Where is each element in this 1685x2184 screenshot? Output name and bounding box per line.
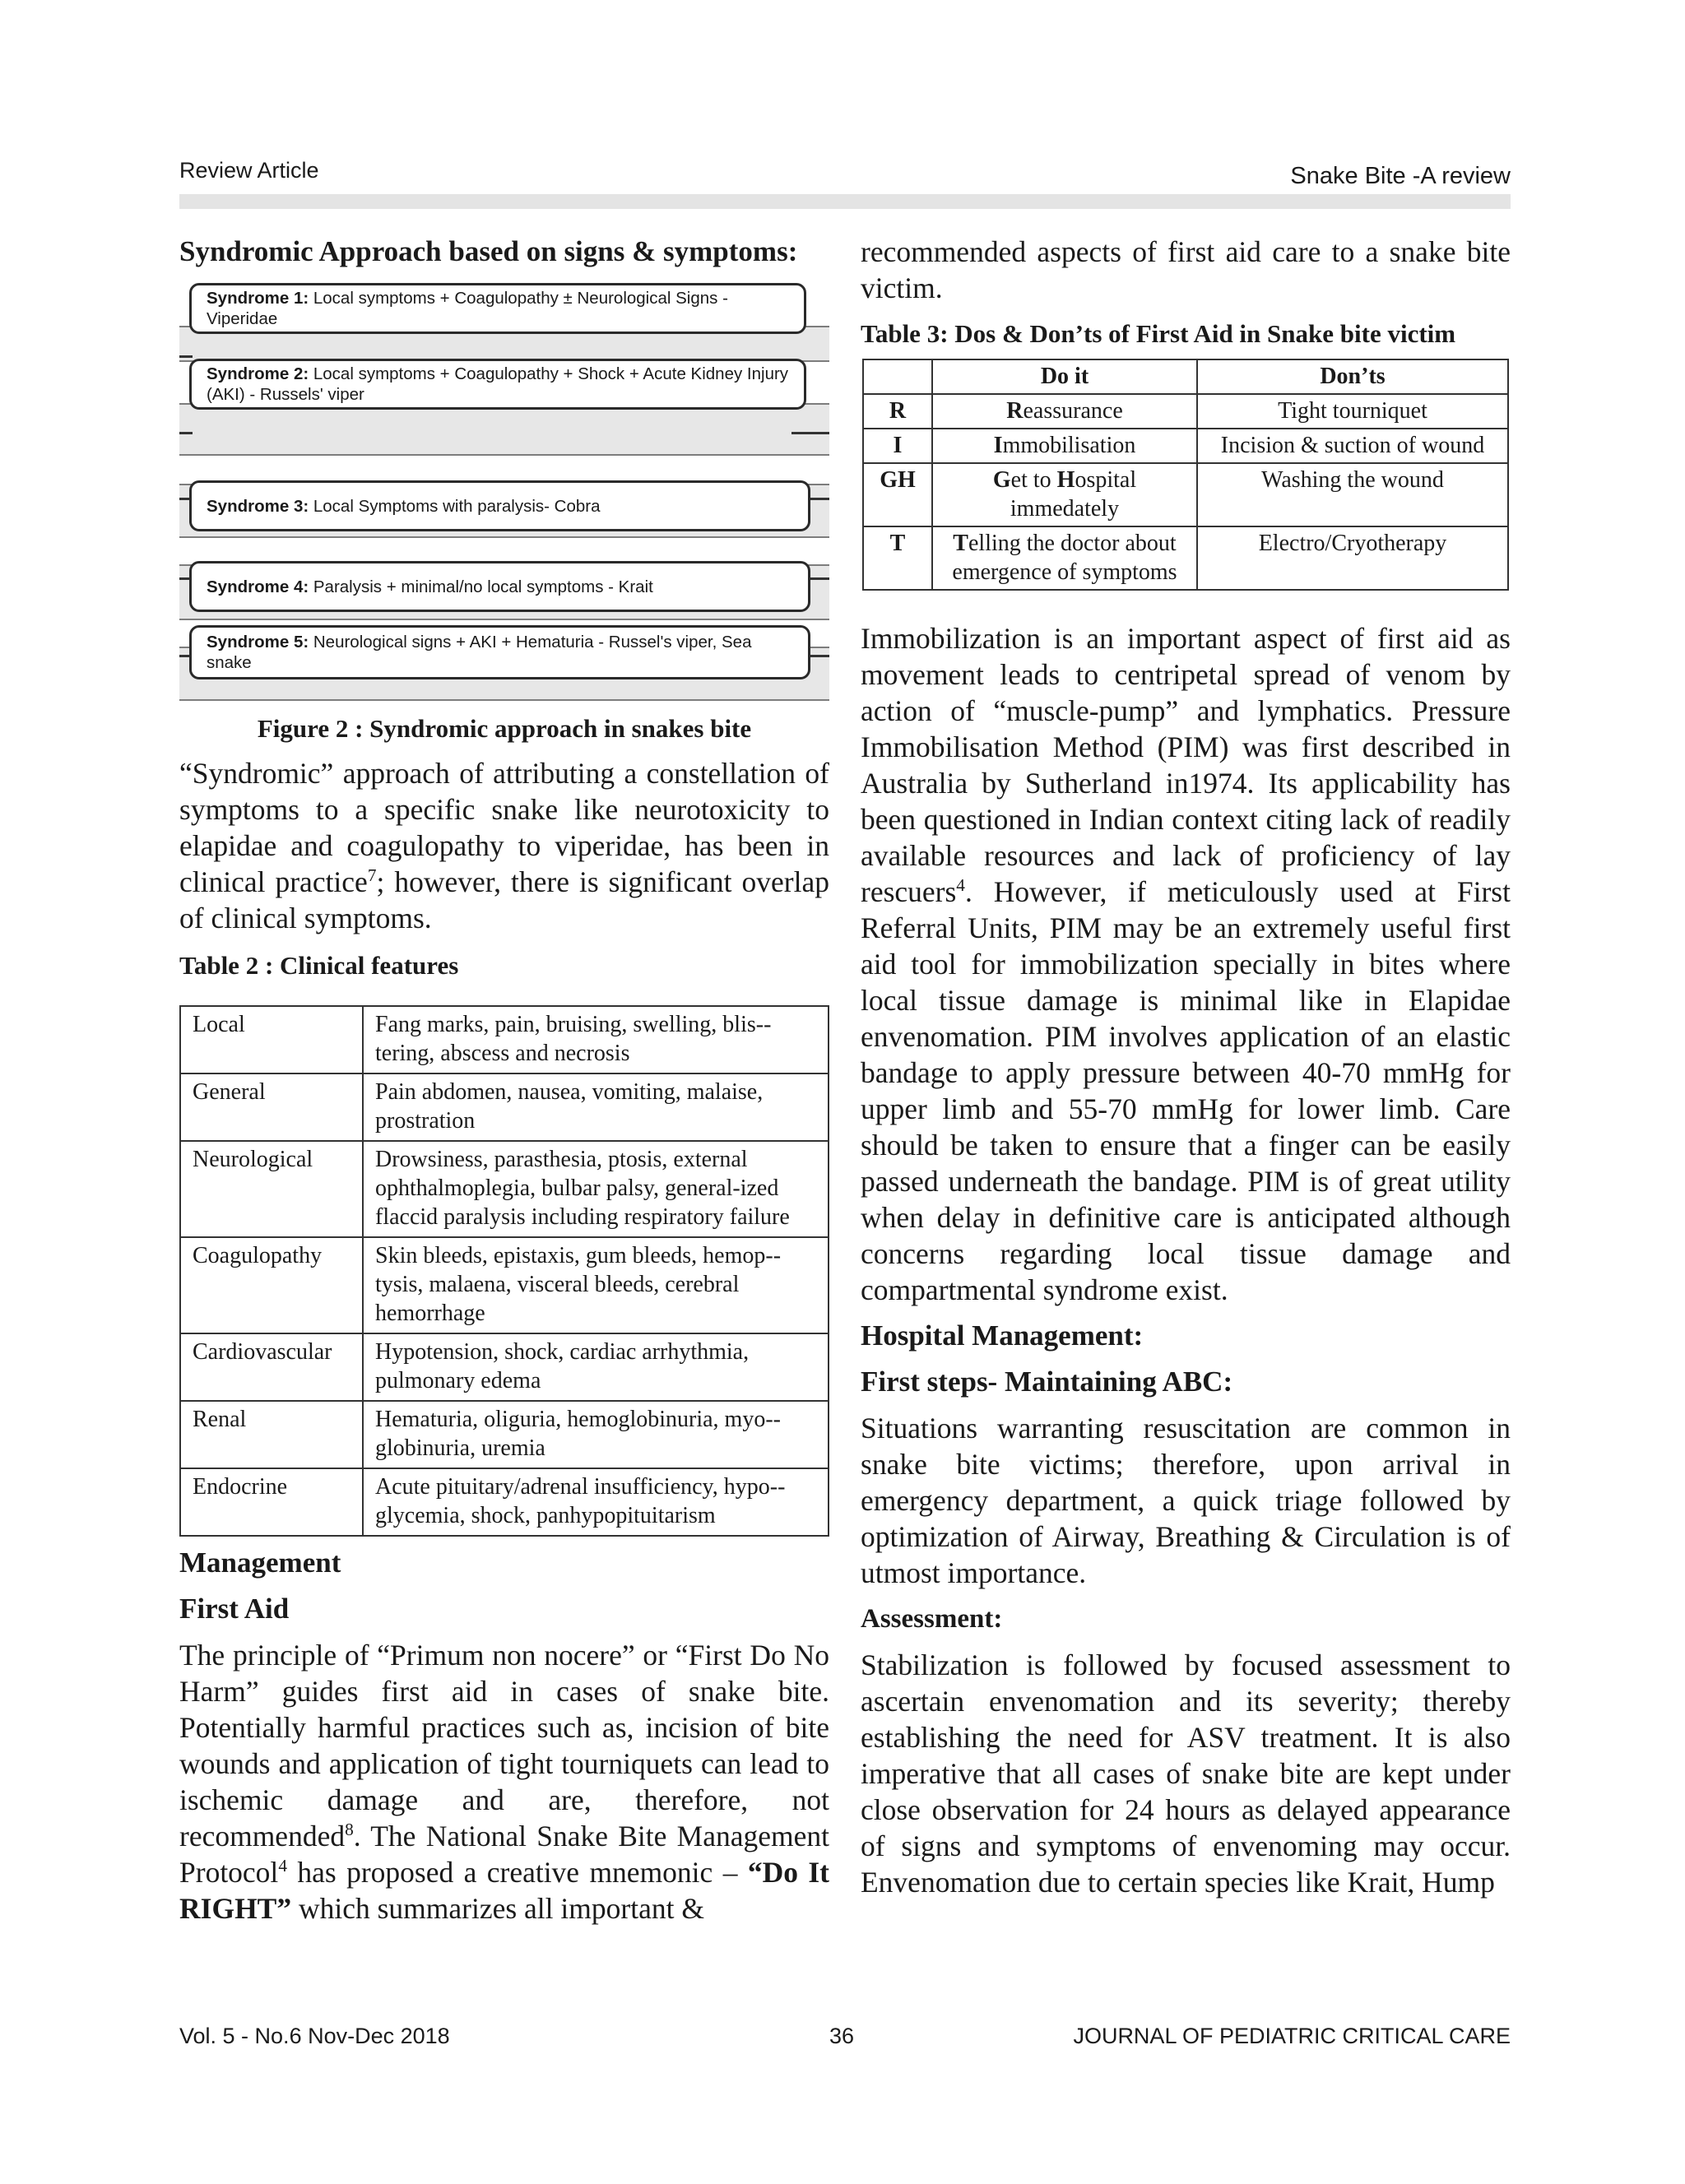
heading-assessment: Assessment: [861, 1604, 1003, 1634]
figure-connector [791, 432, 829, 434]
figure-connector [179, 432, 193, 434]
section-heading-syndromic: Syndromic Approach based on signs & symptoms: [179, 235, 798, 267]
heading-management: Management [179, 1546, 341, 1579]
heading-first-aid: First Aid [179, 1593, 290, 1625]
table2-title: Table 2 : Clinical features [179, 951, 459, 980]
figure-band [179, 403, 829, 456]
table3-title: Table 3: Dos & Don’ts of First Aid in Snake bite victim [861, 319, 1456, 348]
table-dos-donts [862, 359, 1509, 591]
paragraph-immobilization: Immobilization is an important aspect of first aid as movement leads to centripetal spread of venom by action of “muscle-pump” and lymphatics. Pressure Immobilisation Method (PIM) was first described in Australia by Sutherland in1974. Its applicability has been questioned in Indian context citing lack of readily available resources and lack of proficiency of lay rescuers$^4$. However, if meticulously used at First Referral Units, PIM may be an extremely useful first aid tool for immobilization specially in bites where local tissue damage is minimal like in Elapidae envenomation. PIM involves application of an elastic bandage to apply pressure between 40-70 mmHg for upper limb and 55-70 mmHg for lower limb. Care should be taken to ensure that a finger can be easily passed underneath the bandage. PIM is of great utility when delay in definitive care is anticipated although concerns regarding local tissue damage and compartmental syndrome exist. [861, 622, 1511, 1306]
table-row: Cardiovascular Hypotension, shock, cardiac arrhythmia, pulmonary edema [180, 1333, 829, 1401]
footer-volume: Vol. 5 - No.6 Nov-Dec 2018 [179, 2024, 450, 2048]
left-column [179, 234, 829, 1936]
paragraph-abc: Situations warranting resuscitation are common in snake bite victims; therefore, upon arrival in emergency department, a quick triage followed by optimization of Airway, Breathing & Circulation is of utmost importance. [861, 1412, 1511, 1589]
table-row: General Pain abdomen, nausea, vomiting, malaise, prostration [180, 1073, 829, 1141]
heading-first-steps: First steps- Maintaining ABC: [861, 1366, 1233, 1398]
footer-journal: JOURNAL OF PEDIATRIC CRITICAL CARE [1073, 2024, 1511, 2048]
figure-syndromic-approach [179, 280, 829, 698]
figure-caption: Figure 2 : Syndromic approach in snakes bite [257, 714, 752, 743]
table-row: Renal Hematuria, oliguria, hemoglobinuria, myo-globinuria, uremia [180, 1401, 829, 1468]
running-header-right: Snake Bite -A review [1290, 163, 1511, 189]
syndrome-box-4: Syndrome 4: Paralysis + minimal/no local symptoms - Krait [189, 561, 810, 612]
table-row: T Telling the doctor about emergence of symptoms Electro/Cryotherapy [863, 526, 1508, 590]
heading-hospital-management: Hospital Management: [861, 1319, 1144, 1352]
header-divider-bar [179, 194, 1511, 209]
syndrome-box-2: Syndrome 2: Local symptoms + Coagulopathy + Shock + Acute Kidney Injury (AKI) - Russels' viper [189, 359, 806, 410]
table-clinical-features [179, 1005, 829, 1537]
table-row: Coagulopathy Skin bleeds, epistaxis, gum bleeds, hemop-tysis, malaena, visceral bleeds, cerebral hemorrhage [180, 1237, 829, 1333]
right-column [861, 234, 1511, 1910]
running-header-left: Review Article [179, 158, 319, 183]
table-row: Neurological Drowsiness, parasthesia, ptosis, external ophthalmoplegia, bulbar palsy, general-ized flaccid paralysis including respiratory failure [180, 1141, 829, 1237]
paragraph-first-aid: The principle of “Primum non nocere” or “First Do No Harm” guides first aid in cases of snake bite. Potentially harmful practices such as, incision of bite wounds and application of tight tourniquets can lead to ischemic damage and are, therefore, not recommended$^8$. The National Snake Bite Management Protocol$^4$ has proposed a creative mnemonic – “Do It RIGHT” which summarizes all important & [179, 1639, 829, 1925]
table-row: Endocrine Acute pituitary/adrenal insufficiency, hypo-glycemia, shock, panhypopituitarism [180, 1468, 829, 1536]
table-row: Local Fang marks, pain, bruising, swelling, blis-tering, abscess and necrosis [180, 1006, 829, 1073]
table-header-row: Do it Don’ts [863, 359, 1508, 394]
figure-connector [179, 355, 193, 358]
footer-page-number: 36 [829, 2024, 855, 2048]
syndrome-box-1: Syndrome 1: Local symptoms + Coagulopathy ± Neurological Signs - Viperidae [189, 283, 806, 334]
paragraph-assessment: Stabilization is followed by focused assessment to ascertain envenomation and its severity; thereby establishing the need for ASV treatment. It is also imperative that all cases of snake bite are kept under close observation for 24 hours as delayed appearance of signs and symptoms of envenoming may occur. Envenomation due to certain species like Krait, Hump [861, 1648, 1511, 1899]
table-row: R Reassurance Tight tourniquet [863, 394, 1508, 429]
paragraph-syndromic: “Syndromic” approach of attributing a constellation of symptoms to a specific snake like neurotoxicity to elapidae and coagulopathy to viperidae, has been in clinical practice$^7$; however, there is significant overlap of clinical symptoms. [179, 757, 829, 934]
table-row: I Immobilisation Incision & suction of wound [863, 429, 1508, 463]
paragraph-continuation: recommended aspects of first aid care to a snake bite victim. [861, 235, 1511, 304]
table-row: GH Get to Hospital immedately Washing the wound [863, 463, 1508, 526]
syndrome-box-5: Syndrome 5: Neurological signs + AKI + Hematuria - Russel's viper, Sea snake [189, 625, 810, 679]
syndrome-box-3: Syndrome 3: Local Symptoms with paralysis- Cobra [189, 480, 810, 531]
